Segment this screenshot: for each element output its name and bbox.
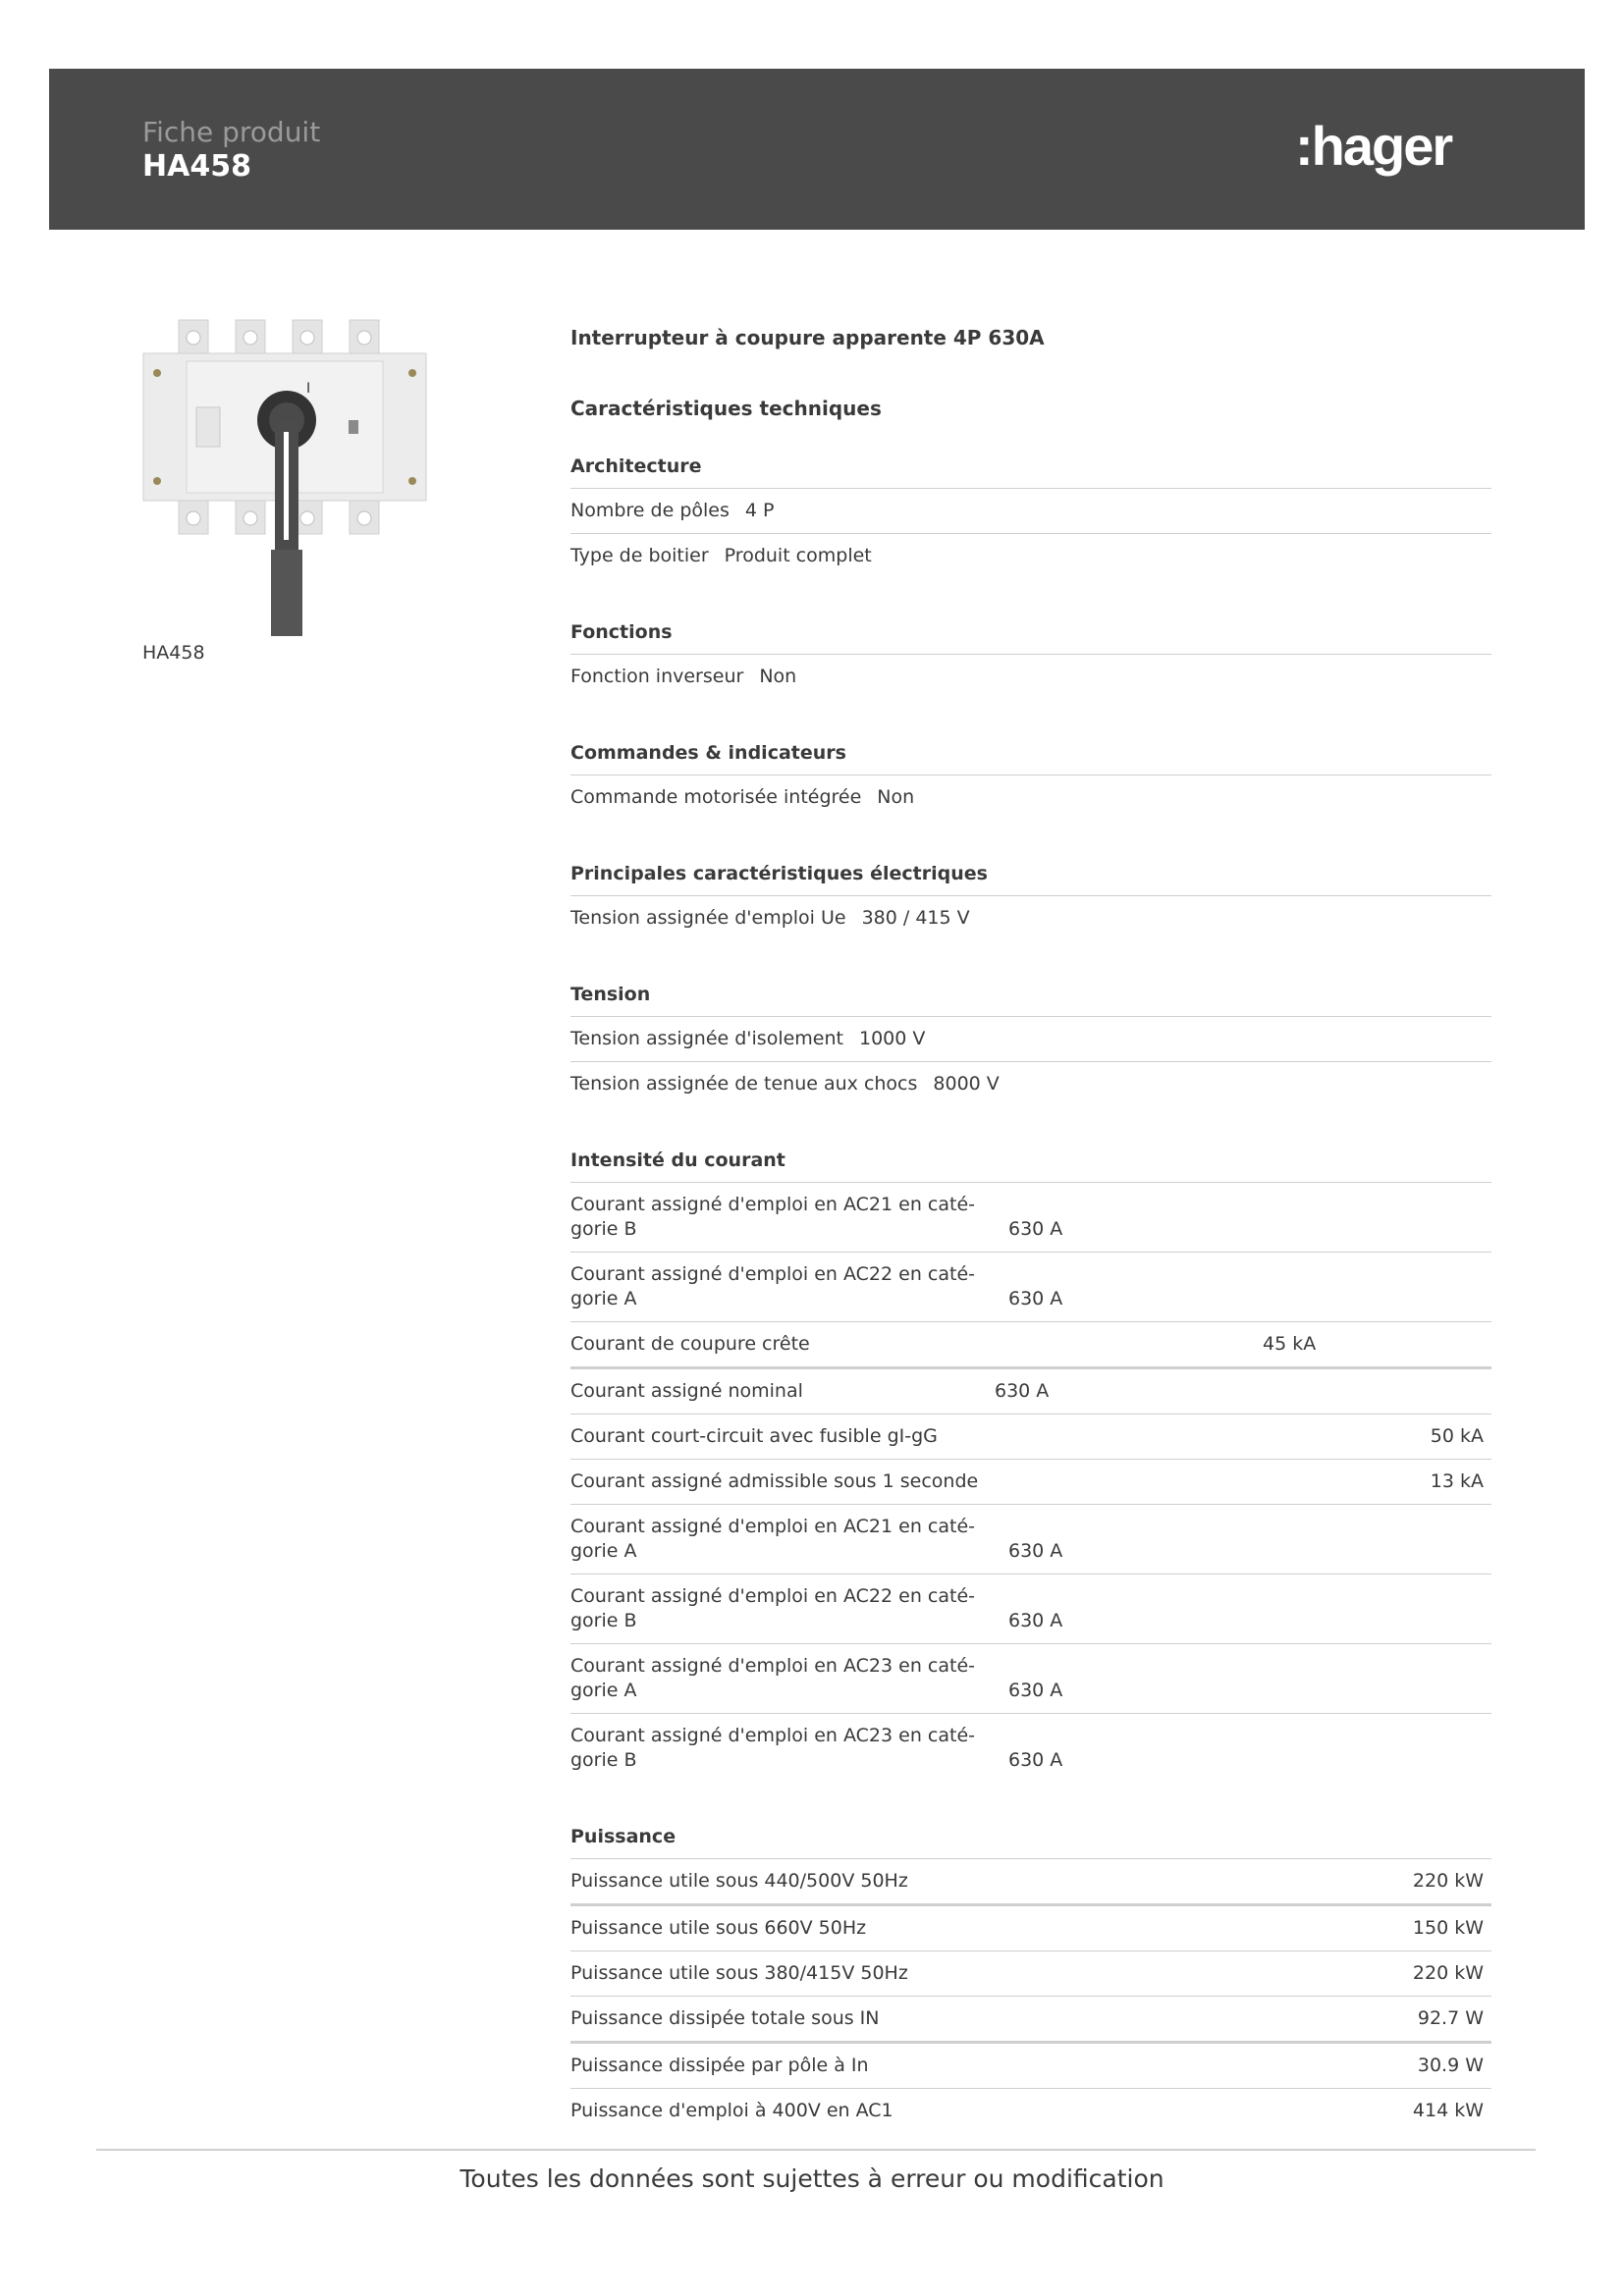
spec-value: 13 kA — [1430, 1470, 1484, 1492]
product-code: HA458 — [142, 149, 251, 184]
hager-logo — [1295, 114, 1491, 183]
spec-label: Tension assignée d'isolement — [570, 1028, 843, 1049]
spec-row — [570, 1062, 1491, 1106]
spec-value: 414 kW — [1412, 2100, 1484, 2121]
spec-value: 30.9 W — [1417, 2055, 1484, 2076]
spec-value: 630 A — [1008, 1610, 1063, 1631]
spec-row — [570, 1253, 1491, 1322]
spec-value: 380 / 415 V — [861, 907, 970, 929]
spec-label: Courant de coupure crête — [570, 1333, 810, 1355]
svg-text:I: I — [306, 381, 311, 397]
spec-value: 4 P — [744, 500, 775, 521]
spec-label: Tension assignée de tenue aux chocs — [570, 1073, 918, 1095]
switch-disconnector-image — [137, 314, 432, 638]
spec-row — [570, 1369, 1491, 1415]
spec-value: 50 kA — [1430, 1425, 1484, 1447]
spec-row — [570, 2089, 1491, 2133]
section-title: Architecture — [570, 455, 1491, 489]
spec-value: 630 A — [995, 1380, 1050, 1402]
section-architecture — [570, 455, 1491, 578]
spec-row — [570, 1714, 1491, 1783]
spec-value: 630 A — [1008, 1288, 1063, 1309]
spec-label: Fonction inverseur — [570, 666, 744, 687]
spec-row — [570, 1183, 1491, 1253]
spec-label: Puissance dissipée par pôle à In — [570, 2055, 869, 2076]
spec-value: 1000 V — [858, 1028, 926, 1049]
spec-value: 150 kW — [1412, 1917, 1484, 1939]
spec-row — [570, 1644, 1491, 1714]
spec-label: Puissance dissipée totale sous IN — [570, 2007, 880, 2029]
spec-row — [570, 1575, 1491, 1644]
spec-row — [570, 1322, 1491, 1369]
spec-row — [570, 1505, 1491, 1575]
spec-value: 92.7 W — [1417, 2007, 1484, 2029]
spec-row — [570, 775, 1491, 820]
main-content — [570, 319, 1491, 2133]
spec-row — [570, 655, 1491, 699]
section-puissance — [570, 1826, 1491, 2133]
spec-label: Courant court-circuit avec fusible gI-gG — [570, 1425, 938, 1447]
spec-value: Non — [759, 666, 797, 687]
spec-label: Puissance d'emploi à 400V en AC1 — [570, 2100, 893, 2121]
section-title: Commandes & indicateurs — [570, 742, 1491, 775]
spec-row — [570, 534, 1491, 578]
spec-label: Puissance utile sous 440/500V 50Hz — [570, 1870, 908, 1892]
spec-row — [570, 1906, 1491, 1951]
spec-row — [570, 1460, 1491, 1505]
section-commandes — [570, 742, 1491, 820]
page-header — [49, 69, 1585, 230]
spec-label: Puissance utile sous 380/415V 50Hz — [570, 1962, 908, 1984]
spec-label: Courant assigné d'emploi en AC22 en caté-gorie A — [570, 1263, 976, 1309]
spec-label: Courant assigné d'emploi en AC21 en caté-gorie B — [570, 1194, 976, 1240]
section-principales — [570, 863, 1491, 940]
spec-label: Puissance utile sous 660V 50Hz — [570, 1917, 867, 1939]
section-title: Principales caractéristiques électriques — [570, 863, 1491, 896]
spec-row — [570, 2044, 1491, 2089]
spec-label: Courant assigné admissible sous 1 seconde — [570, 1470, 979, 1492]
spec-label: Commande motorisée intégrée — [570, 786, 862, 808]
section-title: Puissance — [570, 1826, 1491, 1859]
section-tension — [570, 984, 1491, 1106]
spec-value: 220 kW — [1412, 1962, 1484, 1984]
spec-label: Courant assigné d'emploi en AC22 en caté-gorie B — [570, 1585, 976, 1631]
spec-label: Courant assigné d'emploi en AC23 en caté-gorie B — [570, 1725, 976, 1771]
footer-note: Toutes les données sont sujettes à erreur ou modification — [460, 2164, 1164, 2193]
section-title: Fonctions — [570, 621, 1491, 655]
spec-value: 630 A — [1008, 1540, 1063, 1562]
spec-value: 8000 V — [933, 1073, 1000, 1095]
spec-value: 630 A — [1008, 1749, 1063, 1771]
spec-value: Produit complet — [724, 545, 872, 566]
section-fonctions — [570, 621, 1491, 699]
spec-value: Non — [877, 786, 915, 808]
spec-label: Type de boitier — [570, 545, 709, 566]
logo-text: :hager — [1295, 115, 1452, 177]
spec-row — [570, 1017, 1491, 1062]
spec-row — [570, 1415, 1491, 1460]
spec-row — [570, 1951, 1491, 1997]
spec-value: 45 kA — [1263, 1333, 1317, 1355]
spec-value: 220 kW — [1412, 1870, 1484, 1892]
section-title: Intensité du courant — [570, 1149, 1491, 1183]
section-title: Tension — [570, 984, 1491, 1017]
spec-row — [570, 1859, 1491, 1906]
spec-row — [570, 896, 1491, 940]
footer-divider — [96, 2149, 1536, 2151]
spec-label: Courant assigné d'emploi en AC21 en caté-gorie A — [570, 1516, 976, 1562]
header-kicker: Fiche produit — [142, 116, 321, 148]
spec-row — [570, 1997, 1491, 2044]
spec-label: Courant assigné d'emploi en AC23 en caté-gorie A — [570, 1655, 976, 1701]
spec-label: Nombre de pôles — [570, 500, 730, 521]
specs-heading: Caractéristiques techniques — [570, 397, 882, 420]
spec-row — [570, 489, 1491, 534]
spec-value: 630 A — [1008, 1680, 1063, 1701]
product-title: Interrupteur à coupure apparente 4P 630A — [570, 326, 1045, 349]
image-caption: HA458 — [142, 642, 205, 664]
spec-label: Courant assigné nominal — [570, 1380, 803, 1402]
spec-value: 630 A — [1008, 1218, 1063, 1240]
section-intensite — [570, 1149, 1491, 1783]
spec-label: Tension assignée d'emploi Ue — [570, 907, 846, 929]
